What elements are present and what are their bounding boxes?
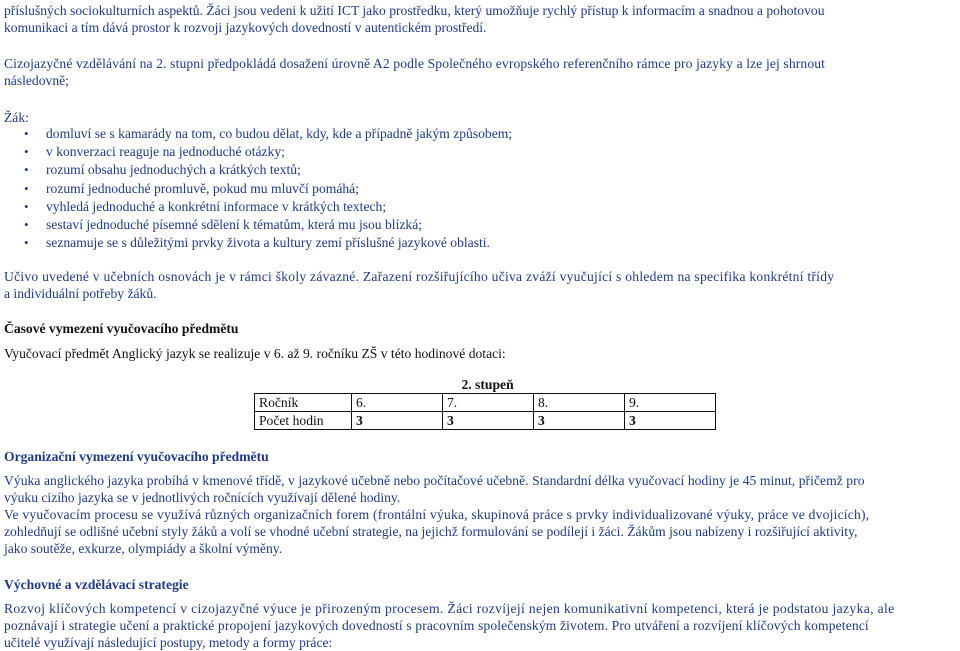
stage-row — [255, 376, 716, 394]
ucivo-line-2: a individuální potřeby žáků. — [4, 286, 157, 301]
list-item-text: vyhledá jednoduché a konkrétní informace v krátkých textech; — [46, 198, 387, 214]
list-item — [4, 125, 956, 143]
hours-row — [255, 412, 716, 430]
grade-cell: 6. — [352, 394, 443, 412]
ucivo-paragraph — [4, 268, 956, 302]
ucivo-line-1: Učivo uvedené v učebních osnovách je v rámci školy závazné. Zařazení rozšiřujícího učiva zváží vyučující s ohledem na specifika konkrétní třídy — [4, 269, 835, 284]
strategies-heading: Výchovné a vzdělávací strategie — [4, 577, 189, 592]
org-line-2: výuku cizího jazyka se v jednotlivých ročnících využívají dělené hodiny. — [4, 490, 401, 505]
strategies-line-1: Rozvoj klíčových kompetencí v cizojazyčné výuce je přirozeným procesem. Žáci rozvíjejí nejen komunikativní kompetenci, která je podstatou jazyka, ale — [4, 601, 895, 616]
list-item — [4, 161, 956, 179]
bullet-icon: • — [24, 162, 29, 178]
intro-paragraph — [4, 2, 956, 36]
organizational-paragraph — [4, 472, 956, 557]
time-allocation-heading: Časové vymezení vyučovacího předmětu — [4, 321, 239, 336]
hours-cell: 3 — [625, 412, 716, 430]
list-item — [4, 234, 956, 252]
intro-line-1: příslušných sociokulturních aspektů. Žáci jsou vedeni k užití ICT jako prostředku, který umožňuje rychlý přístup k informacím a snadnou a pohotovou — [4, 3, 825, 18]
hours-row-label: Počet hodin — [255, 412, 352, 430]
a2-line-1: Cizojazyčné vzdělávání na 2. stupni předpokládá dosažení úrovně A2 podle Společného evropského referenčního rámce pro jazyky a lze jej shrnout — [4, 56, 826, 71]
grade-cell: 8. — [534, 394, 625, 412]
org-line-1: Výuka anglického jazyka probíhá v kmenové třídě, v jazykové učebně nebo počítačové učebně. Standardní délka vyučovací hodiny je 45 minut, přičemž pro — [4, 473, 865, 488]
bullet-icon: • — [24, 126, 29, 141]
grade-cell: 7. — [443, 394, 534, 412]
hours-cell: 3 — [352, 412, 443, 430]
grade-row-label: Ročník — [255, 394, 352, 412]
bullet-icon: • — [24, 198, 29, 214]
list-item-text: v konverzaci reaguje na jednoduché otázky; — [46, 144, 285, 160]
strategies-line-2: poznávají i strategie učení a praktické propojení jazykových dovedností s pracovním společenským životem. Pro utváření a rozvíjení klíčových kompetencí — [4, 618, 869, 633]
zak-label: Žák: — [4, 110, 29, 125]
time-allocation-text: Vyučovací předmět Anglický jazyk se realizuje v 6. až 9. ročníku ZŠ v této hodinové dotaci: — [4, 346, 506, 361]
bullet-icon: • — [24, 216, 29, 232]
strategies-paragraph — [4, 600, 956, 651]
intro-line-2: komunikaci a tím dává prostor k rozvoji jazykových dovedností v autentickém prostředí. — [4, 20, 487, 35]
a2-line-2: následovně; — [4, 73, 69, 88]
bullet-icon: • — [24, 144, 29, 160]
grade-row — [255, 394, 716, 412]
grade-cell: 9. — [625, 394, 716, 412]
strategies-line-3: učitelé využívají následující postupy, metody a formy práce: — [4, 635, 333, 650]
org-line-4: zohledňují se odlišné učební styly žáků a volí se vhodné učební strategie, na jejichž formulování se podílejí i žáci. Žákům jsou nabízeny i rozšiřující aktivity, — [4, 524, 858, 539]
org-line-3: Ve vyučovacím procesu se využívá různých organizačních forem (frontální výuka, skupinová práce s prvky individualizované výuky, práce ve dvojicích), — [4, 507, 870, 522]
list-item — [4, 180, 956, 198]
hours-cell: 3 — [534, 412, 625, 430]
list-item-text: domluví se s kamarády na tom, co budou dělat, kdy, kde a případně jakým způsobem; — [46, 126, 513, 141]
a2-level-paragraph — [4, 55, 956, 89]
org-line-5: jako soutěže, exkurze, olympiády a školní výměny. — [4, 541, 283, 556]
list-item-text: sestaví jednoduché písemné sdělení k tématům, která mu jsou blízká; — [46, 216, 422, 232]
hours-cell: 3 — [443, 412, 534, 430]
list-item — [4, 216, 956, 234]
list-item-text: rozumí obsahu jednoduchých a krátkých textů; — [46, 162, 301, 178]
organizational-heading: Organizační vymezení vyučovacího předmětu — [4, 449, 269, 464]
outcomes-list — [4, 125, 956, 252]
list-item — [4, 143, 956, 161]
list-item-text: seznamuje se s důležitými prvky života a kultury zemí příslušné jazykové oblasti. — [46, 235, 490, 251]
hours-table — [254, 376, 716, 430]
list-item — [4, 198, 956, 216]
bullet-icon: • — [24, 180, 29, 196]
bullet-icon: • — [24, 235, 29, 251]
stage-label: 2. stupeň — [352, 376, 716, 394]
list-item-text: rozumí jednoduché promluvě, pokud mu mluvčí pomáhá; — [46, 180, 359, 196]
